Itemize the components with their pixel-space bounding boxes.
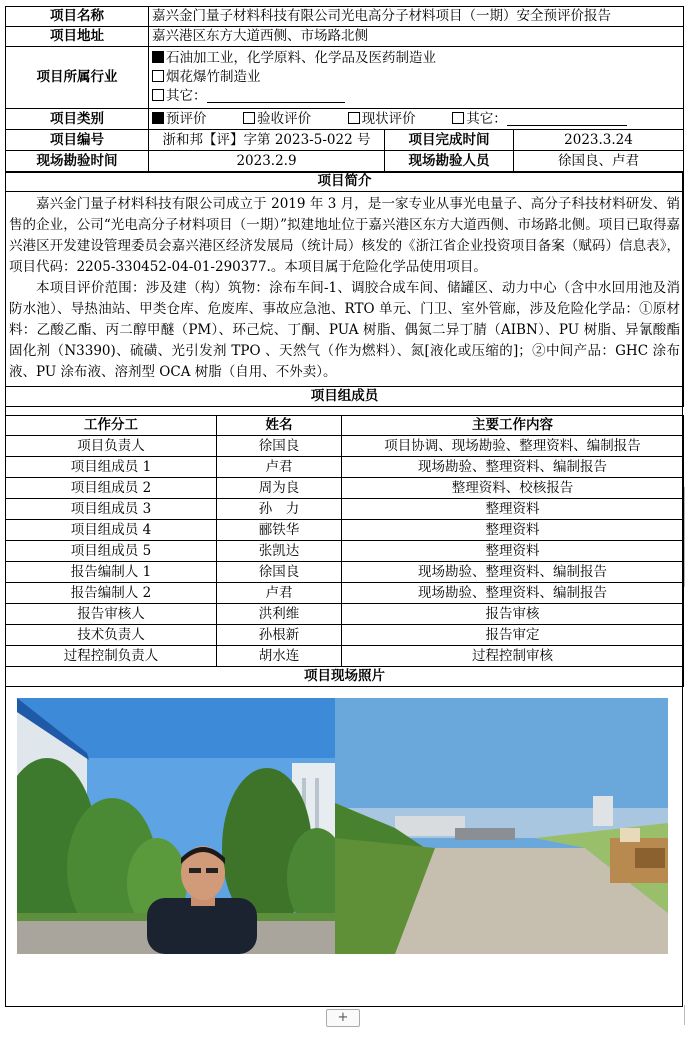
table-row (6, 478, 684, 499)
member-duty: 过程控制审核 (342, 646, 684, 667)
member-duty: 项目协调、现场勘验、整理资料、编制报告 (342, 436, 684, 457)
member-name: 卢君 (217, 583, 342, 604)
survey-people-label: 现场勘验人员 (385, 151, 514, 172)
photo-person-in-front-of-trees (17, 698, 335, 954)
completion-time-value: 2023.3.24 (514, 130, 684, 151)
member-role: 报告审核人 (6, 604, 217, 625)
other-blank-line (207, 88, 345, 103)
member-role: 过程控制负责人 (6, 646, 217, 667)
member-role: 技术负责人 (6, 625, 217, 646)
category-option-acceptance[interactable]: 验收评价 (243, 111, 311, 127)
member-role: 项目组成员 2 (6, 478, 217, 499)
checkbox-icon[interactable] (243, 112, 255, 124)
category-label: 项目类别 (6, 109, 149, 130)
member-duty: 整理资料 (342, 541, 684, 562)
site-photos (17, 698, 668, 954)
photo-construction-site-road (335, 698, 668, 954)
industry-label: 项目所属行业 (6, 47, 149, 109)
category-option-other[interactable]: 其它： (452, 111, 627, 127)
intro-paragraph-1: 嘉兴金门量子材料科技有限公司成立于 2019 年 3 月，是一家专业从事光电量子、高分子科技材料研发、销售的企业，公司“光电高分子材料项目（一期）”拟建地址位于嘉兴港区东方大道西侧、市场路北侧。项目已取得嘉兴港区开发建设管理委员会嘉兴港区经济发展局（统计局）核发的《浙江省企业投资项目备案（赋码）信息表》，项目代码：2205-330452-04-01-290377.。本项目属于危险化学品使用项目。 (9, 196, 680, 275)
member-role: 项目组成员 1 (6, 457, 217, 478)
table-row (6, 499, 684, 520)
project-number-label: 项目编号 (6, 130, 149, 151)
page-edge-marker (684, 1005, 689, 1025)
add-row-button[interactable]: + (326, 1009, 360, 1027)
table-row (6, 646, 684, 667)
table-row (6, 562, 684, 583)
survey-time-value: 2023.2.9 (149, 151, 385, 172)
table-row (6, 541, 684, 562)
member-duty: 现场勘验、整理资料、编制报告 (342, 562, 684, 583)
other-blank-line (507, 111, 627, 126)
site-photo-right (335, 698, 668, 954)
member-role: 项目组成员 4 (6, 520, 217, 541)
intro-body (6, 192, 684, 387)
member-role: 报告编制人 1 (6, 562, 217, 583)
table-row (6, 625, 684, 646)
member-name: 张凯达 (217, 541, 342, 562)
checkbox-checked-icon[interactable] (152, 51, 164, 63)
member-duty: 报告审定 (342, 625, 684, 646)
checkbox-icon[interactable] (348, 112, 360, 124)
completion-time-label: 项目完成时间 (385, 130, 514, 151)
checkbox-icon[interactable] (452, 112, 464, 124)
member-role: 项目组成员 3 (6, 499, 217, 520)
member-name: 孙根新 (217, 625, 342, 646)
member-name: 胡水连 (217, 646, 342, 667)
member-name: 卢君 (217, 457, 342, 478)
member-role: 项目组成员 5 (6, 541, 217, 562)
member-name: 徐国良 (217, 436, 342, 457)
survey-people-value: 徐国良、卢君 (514, 151, 684, 172)
member-duty: 报告审核 (342, 604, 684, 625)
project-number-value: 浙和邦【评】字第 2023-5-022 号 (149, 130, 385, 151)
survey-time-label: 现场勘验时间 (6, 151, 149, 172)
project-name-label: 项目名称 (6, 7, 149, 27)
industry-option-fireworks[interactable]: 烟花爆竹制造业 (152, 68, 680, 87)
checkbox-icon[interactable] (152, 89, 164, 101)
member-duty: 整理资料 (342, 499, 684, 520)
table-row (6, 604, 684, 625)
member-name: 周为良 (217, 478, 342, 499)
members-title: 项目组成员 (6, 387, 684, 407)
page-edge-marker (684, 487, 689, 587)
industry-option-other[interactable]: 其它： (152, 87, 680, 106)
member-name: 郦铁华 (217, 520, 342, 541)
members-table (5, 415, 684, 687)
category-option-pre[interactable]: 预评价 (152, 111, 207, 127)
category-options (149, 109, 684, 130)
col-header-duty: 主要工作内容 (342, 416, 684, 436)
photos-title: 项目现场照片 (6, 667, 684, 687)
member-role: 报告编制人 2 (6, 583, 217, 604)
member-name: 徐国良 (217, 562, 342, 583)
member-duty: 整理资料、校核报告 (342, 478, 684, 499)
site-photo-left (17, 698, 335, 954)
checkbox-checked-icon[interactable] (152, 112, 164, 124)
member-duty: 现场勘验、整理资料、编制报告 (342, 457, 684, 478)
project-address-value: 嘉兴港区东方大道西侧、市场路北侧 (149, 27, 684, 47)
table-row (6, 436, 684, 457)
intro-paragraph-2: 本项目评价范围：涉及建（构）筑物：涂布车间-1、调胶合成车间、储罐区、动力中心（含中水回用池及消防水池）、导热油站、甲类仓库、危废库、事故应急池、RTO 单元、门卫、室外管廊，涉及危险化学品：①原材料：乙酸乙酯、丙二醇甲醚（PM）、环己烷、丁酮、PUA 树脂、偶氮二异丁腈（AIBN）、PU 树脂、异氰酸酯固化剂（N3390)、硫磺、光引发剂 TPO 、天然气（作为燃料）、氮[液化或压缩的]；②中间产品：GHC 涂布液、PU 涂布液、溶剂型 OCA 树脂（自用、不外卖）。 (9, 280, 680, 380)
member-name: 洪利维 (217, 604, 342, 625)
table-row (6, 583, 684, 604)
table-row (6, 520, 684, 541)
member-duty: 整理资料 (342, 520, 684, 541)
project-info-table (5, 6, 684, 407)
industry-options (149, 47, 684, 109)
member-duty: 现场勘验、整理资料、编制报告 (342, 583, 684, 604)
member-name: 孙 力 (217, 499, 342, 520)
project-address-label: 项目地址 (6, 27, 149, 47)
checkbox-icon[interactable] (152, 70, 164, 82)
table-row (6, 457, 684, 478)
category-option-status[interactable]: 现状评价 (348, 111, 416, 127)
intro-title: 项目简介 (6, 172, 684, 192)
project-name-value: 嘉兴金门量子材料科技有限公司光电高分子材料项目（一期）安全预评价报告 (149, 7, 684, 27)
col-header-role: 工作分工 (6, 416, 217, 436)
col-header-name: 姓名 (217, 416, 342, 436)
industry-option-chemical[interactable]: 石油加工业，化学原料、化学品及医药制造业 (152, 49, 680, 68)
member-role: 项目负责人 (6, 436, 217, 457)
